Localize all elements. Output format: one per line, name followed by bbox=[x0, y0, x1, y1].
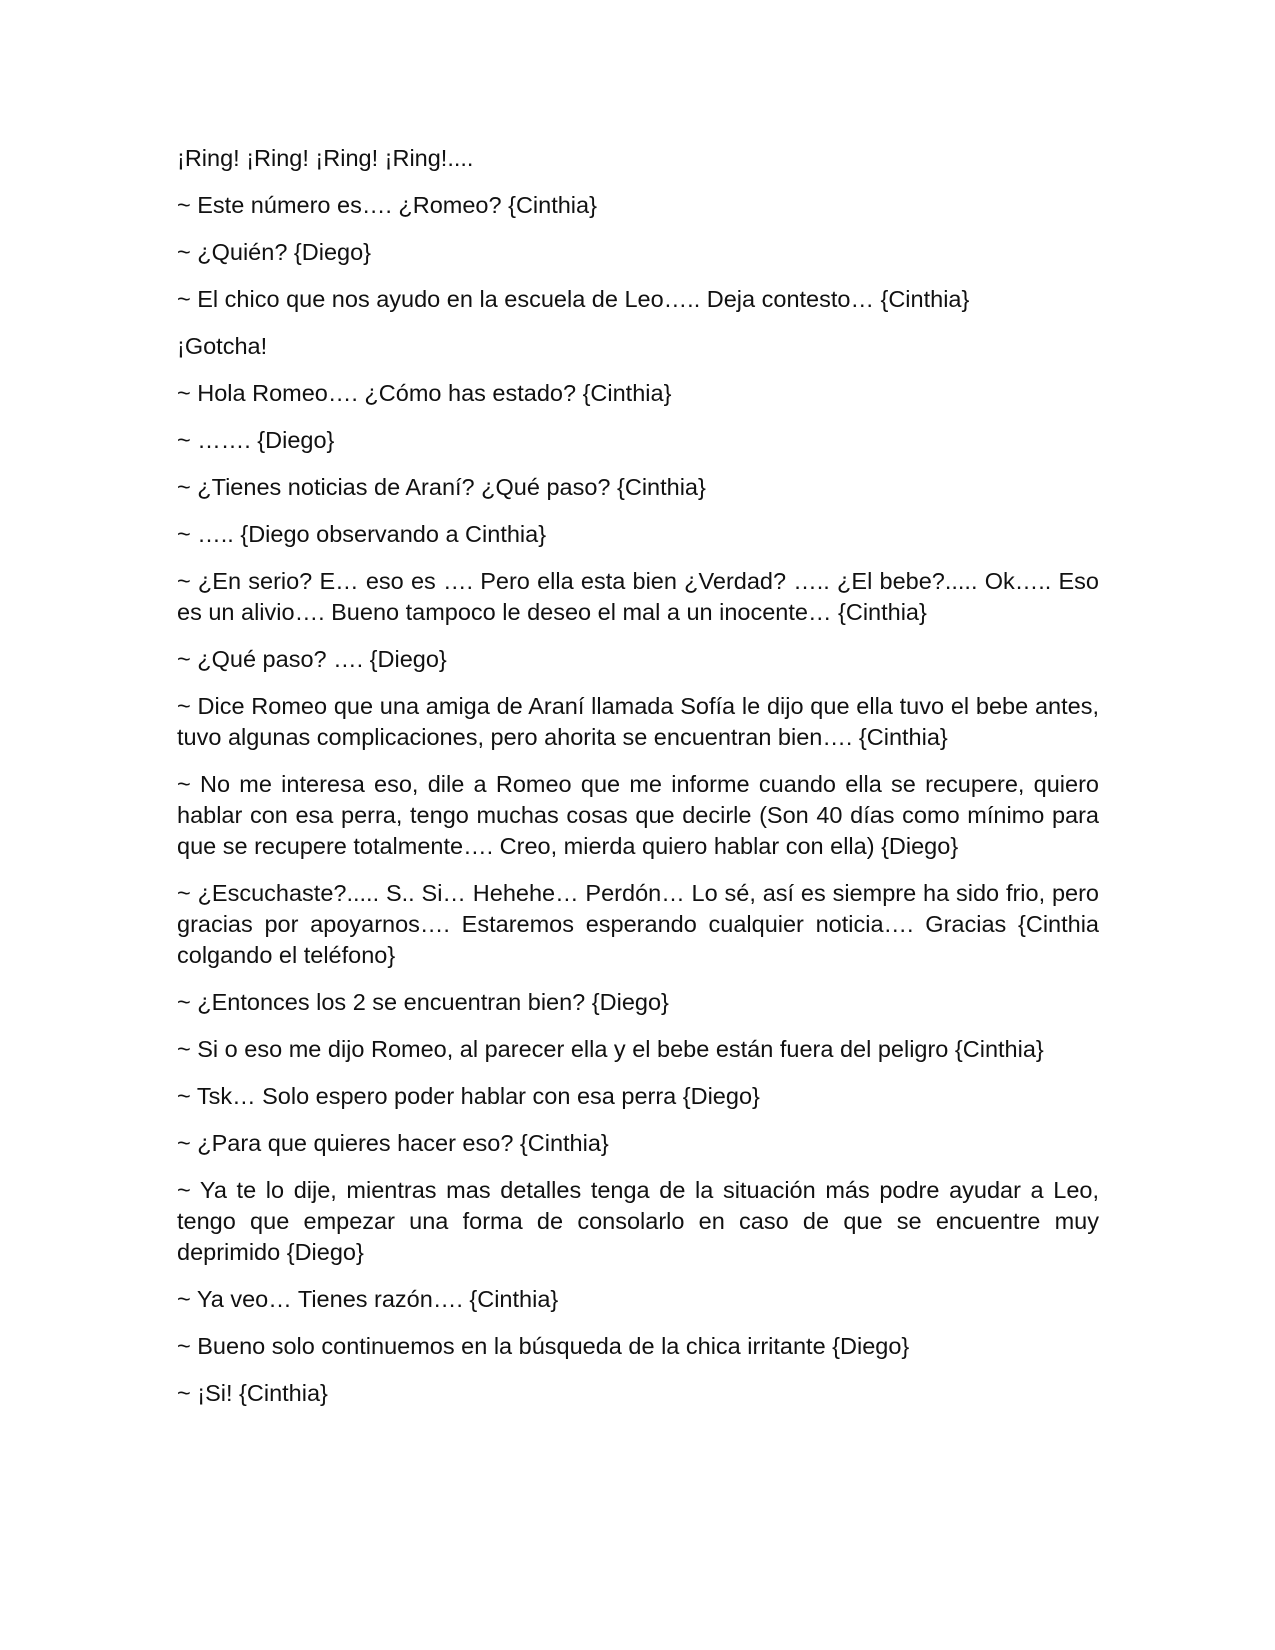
paragraph-dialogue: ~ Tsk… Solo espero poder hablar con esa perra {Diego} bbox=[177, 1083, 760, 1109]
paragraph-dialogue: ~ Dice Romeo que una amiga de Araní llamada Sofía le dijo que ella tuvo el bebe antes, tuvo algunas complicaciones, pero ahorita se encuentran bien…. {Cinthia} bbox=[177, 693, 1099, 750]
paragraph-dialogue: ~ El chico que nos ayudo en la escuela de Leo….. Deja contesto… {Cinthia} bbox=[177, 286, 970, 312]
paragraph-ring: ¡Ring! ¡Ring! ¡Ring! ¡Ring!.... bbox=[177, 145, 474, 171]
paragraph-dialogue: ~ ¿Quién? {Diego} bbox=[177, 239, 372, 265]
paragraph-dialogue: ~ Ya veo… Tienes razón…. {Cinthia} bbox=[177, 1286, 559, 1312]
paragraph-dialogue: ~ ¡Si! {Cinthia} bbox=[177, 1380, 328, 1406]
paragraph-dialogue: ~ ……. {Diego} bbox=[177, 427, 335, 453]
document-body bbox=[177, 143, 1099, 1425]
paragraph-dialogue: ~ Ya te lo dije, mientras mas detalles tenga de la situación más podre ayudar a Leo, tengo que empezar una forma de consolarlo en caso de que se encuentre muy deprimido {Diego} bbox=[177, 1177, 1099, 1265]
paragraph-dialogue: ~ No me interesa eso, dile a Romeo que me informe cuando ella se recupere, quiero hablar con esa perra, tengo muchas cosas que decirle (Son 40 días como mínimo para que se recupere totalmente…. Creo, mierda quiero hablar con ella) {Diego} bbox=[177, 771, 1099, 859]
paragraph-gotcha: ¡Gotcha! bbox=[177, 333, 268, 359]
paragraph-dialogue: ~ ¿Qué paso? …. {Diego} bbox=[177, 646, 447, 672]
paragraph-dialogue: ~ ¿Tienes noticias de Araní? ¿Qué paso? {Cinthia} bbox=[177, 474, 706, 500]
paragraph-dialogue: ~ ¿Escuchaste?..... S.. Si… Hehehe… Perdón… Lo sé, así es siempre ha sido frio, pero gracias por apoyarnos…. Estaremos esperando cualquier noticia…. Gracias {Cinthia colgando el teléfono} bbox=[177, 880, 1099, 968]
paragraph-dialogue: ~ Este número es…. ¿Romeo? {Cinthia} bbox=[177, 192, 597, 218]
paragraph-dialogue: ~ Bueno solo continuemos en la búsqueda de la chica irritante {Diego} bbox=[177, 1333, 910, 1359]
paragraph-dialogue: ~ ¿En serio? E… eso es …. Pero ella esta bien ¿Verdad? ….. ¿El bebe?..... Ok….. Eso es un alivio…. Bueno tampoco le deseo el mal a un inocente… {Cinthia} bbox=[177, 568, 1099, 625]
paragraph-dialogue: ~ ¿Para que quieres hacer eso? {Cinthia} bbox=[177, 1130, 609, 1156]
paragraph-dialogue: ~ Hola Romeo…. ¿Cómo has estado? {Cinthia} bbox=[177, 380, 672, 406]
paragraph-dialogue: ~ Si o eso me dijo Romeo, al parecer ella y el bebe están fuera del peligro {Cinthia} bbox=[177, 1036, 1044, 1062]
paragraph-dialogue: ~ ¿Entonces los 2 se encuentran bien? {Diego} bbox=[177, 989, 669, 1015]
paragraph-dialogue: ~ ….. {Diego observando a Cinthia} bbox=[177, 521, 547, 547]
